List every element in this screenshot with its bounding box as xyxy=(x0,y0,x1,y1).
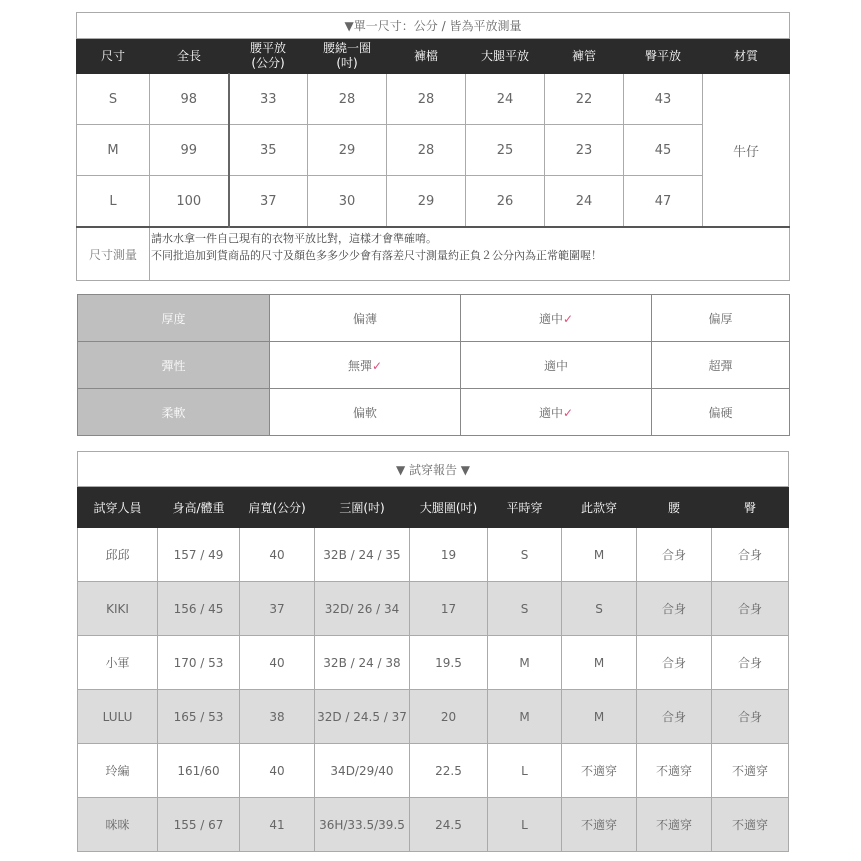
header-hip-fit: 臀 xyxy=(712,487,789,528)
fabric-option-label: 適中 xyxy=(543,358,568,373)
material-cell: 牛仔 xyxy=(703,74,790,228)
header-usual-size: 平時穿 xyxy=(488,487,562,528)
thigh-cell: 24 xyxy=(466,74,545,125)
body-measurements-cell: 32D/ 26 / 34 xyxy=(315,582,410,636)
fabric-option-label: 偏軟 xyxy=(352,405,377,420)
fit-report-row xyxy=(78,744,789,798)
crotch-cell: 29 xyxy=(387,176,466,228)
fabric-option xyxy=(652,389,790,436)
this-size-cell: S xyxy=(562,582,637,636)
hip-fit-cell: 合身 xyxy=(712,528,789,582)
usual-size-cell: L xyxy=(488,798,562,852)
measure-note-label: 尺寸測量 xyxy=(77,227,150,281)
header-thigh-circ: 大腿圍(吋) xyxy=(410,487,488,528)
header-waist-round xyxy=(308,39,387,74)
body-measurements-cell: 32D / 24.5 / 37 xyxy=(315,690,410,744)
header-waist-fit: 腰 xyxy=(637,487,712,528)
hip-cell: 45 xyxy=(624,125,703,176)
body-measurements-cell: 32B / 24 / 35 xyxy=(315,528,410,582)
fabric-option-label: 適中 xyxy=(538,405,563,420)
hem-cell: 23 xyxy=(545,125,624,176)
fabric-option-label: 偏薄 xyxy=(352,311,377,326)
hip-fit-cell: 不適穿 xyxy=(712,744,789,798)
fabric-option xyxy=(270,342,461,389)
fabric-row xyxy=(78,295,790,342)
size-row-m xyxy=(77,125,790,176)
header-shoulder: 肩寬(公分) xyxy=(240,487,315,528)
fabric-option xyxy=(652,342,790,389)
header-hip: 臀平放 xyxy=(624,39,703,74)
hip-fit-cell: 合身 xyxy=(712,636,789,690)
length-cell: 100 xyxy=(150,176,229,228)
header-hem: 褲管 xyxy=(545,39,624,74)
thigh-cell: 25 xyxy=(466,125,545,176)
fabric-option xyxy=(461,389,652,436)
thigh-cell: 26 xyxy=(466,176,545,228)
header-measurements: 三圍(吋) xyxy=(315,487,410,528)
fabric-option xyxy=(270,389,461,436)
hip-fit-cell: 合身 xyxy=(712,582,789,636)
length-cell: 98 xyxy=(150,74,229,125)
crotch-cell: 28 xyxy=(387,74,466,125)
header-material: 材質 xyxy=(703,39,790,74)
height-weight-cell: 156 / 45 xyxy=(158,582,240,636)
crotch-cell: 28 xyxy=(387,125,466,176)
header-tester: 試穿人員 xyxy=(78,487,158,528)
waist-flat-cell: 33 xyxy=(229,74,308,125)
hip-fit-cell: 不適穿 xyxy=(712,798,789,852)
header-waist-flat xyxy=(229,39,308,74)
waist-round-cell: 29 xyxy=(308,125,387,176)
tester-name-cell: KIKI xyxy=(78,582,158,636)
fit-report-caption: ▼ 試穿報告 ▼ xyxy=(78,452,789,487)
fabric-table xyxy=(77,294,790,436)
shoulder-width-cell: 41 xyxy=(240,798,315,852)
fabric-row xyxy=(78,389,790,436)
fabric-option xyxy=(461,342,652,389)
this-size-cell: M xyxy=(562,690,637,744)
height-weight-cell: 161/60 xyxy=(158,744,240,798)
waist-fit-cell: 合身 xyxy=(637,582,712,636)
size-cell: M xyxy=(77,125,150,176)
shoulder-width-cell: 40 xyxy=(240,744,315,798)
fabric-attribute-label: 厚度 xyxy=(78,295,270,342)
fabric-option xyxy=(270,295,461,342)
fabric-option xyxy=(461,295,652,342)
fabric-attribute-label: 柔軟 xyxy=(78,389,270,436)
header-waist-round-text: 腰繞一圈 (吋) xyxy=(322,41,371,70)
this-size-cell: M xyxy=(562,636,637,690)
header-size: 尺寸 xyxy=(77,39,150,74)
height-weight-cell: 165 / 53 xyxy=(158,690,240,744)
tester-name-cell: 邱邱 xyxy=(78,528,158,582)
usual-size-cell: M xyxy=(488,636,562,690)
fabric-option-label: 偏厚 xyxy=(708,311,733,326)
header-length: 全長 xyxy=(150,39,229,74)
size-row-s xyxy=(77,74,790,125)
size-table-caption: ▼單一尺寸：公分 / 皆為平放測量 xyxy=(77,13,790,39)
fit-report-row xyxy=(78,636,789,690)
thigh-circumference-cell: 22.5 xyxy=(410,744,488,798)
fabric-option-label: 偏硬 xyxy=(708,405,733,420)
fabric-option-label: 適中 xyxy=(538,311,563,326)
height-weight-cell: 170 / 53 xyxy=(158,636,240,690)
body-measurements-cell: 32B / 24 / 38 xyxy=(315,636,410,690)
hem-cell: 22 xyxy=(545,74,624,125)
shoulder-width-cell: 40 xyxy=(240,528,315,582)
body-measurements-cell: 36H/33.5/39.5 xyxy=(315,798,410,852)
measure-note-line-1: 請水水拿一件自己現有的衣物平放比對，這樣才會準確唷。 xyxy=(151,232,437,245)
this-size-cell: 不適穿 xyxy=(562,798,637,852)
fit-report-table xyxy=(77,451,789,852)
fit-report-row xyxy=(78,690,789,744)
measure-note-text xyxy=(150,227,790,281)
waist-round-cell: 30 xyxy=(308,176,387,228)
waist-round-cell: 28 xyxy=(308,74,387,125)
waist-fit-cell: 不適穿 xyxy=(637,744,712,798)
shoulder-width-cell: 37 xyxy=(240,582,315,636)
header-this-size: 此款穿 xyxy=(562,487,637,528)
usual-size-cell: S xyxy=(488,582,562,636)
thigh-circumference-cell: 19.5 xyxy=(410,636,488,690)
waist-flat-cell: 37 xyxy=(229,176,308,228)
shoulder-width-cell: 40 xyxy=(240,636,315,690)
waist-fit-cell: 不適穿 xyxy=(637,798,712,852)
thigh-circumference-cell: 17 xyxy=(410,582,488,636)
usual-size-cell: M xyxy=(488,690,562,744)
measure-note-row xyxy=(77,227,790,281)
this-size-cell: M xyxy=(562,528,637,582)
header-waist-flat-text: 腰平放 (公分) xyxy=(249,41,286,70)
waist-fit-cell: 合身 xyxy=(637,528,712,582)
fabric-option-label: 超彈 xyxy=(708,358,733,373)
shoulder-width-cell: 38 xyxy=(240,690,315,744)
waist-flat-cell: 35 xyxy=(229,125,308,176)
fabric-attribute-label: 彈性 xyxy=(78,342,270,389)
hip-cell: 47 xyxy=(624,176,703,228)
tester-name-cell: 咪咪 xyxy=(78,798,158,852)
check-mark-icon: ✓ xyxy=(371,358,383,373)
check-mark-icon: ✓ xyxy=(562,405,574,420)
usual-size-cell: S xyxy=(488,528,562,582)
fit-report-row xyxy=(78,528,789,582)
fit-report-header xyxy=(78,487,789,528)
size-cell: L xyxy=(77,176,150,228)
this-size-cell: 不適穿 xyxy=(562,744,637,798)
usual-size-cell: L xyxy=(488,744,562,798)
header-crotch: 褲檔 xyxy=(387,39,466,74)
fabric-option xyxy=(652,295,790,342)
header-height-weight: 身高/體重 xyxy=(158,487,240,528)
waist-fit-cell: 合身 xyxy=(637,690,712,744)
fit-report-row xyxy=(78,798,789,852)
height-weight-cell: 155 / 67 xyxy=(158,798,240,852)
check-mark-icon: ✓ xyxy=(562,311,574,326)
thigh-circumference-cell: 20 xyxy=(410,690,488,744)
size-table xyxy=(76,12,790,281)
tester-name-cell: 玲編 xyxy=(78,744,158,798)
size-table-header xyxy=(77,39,790,74)
hip-cell: 43 xyxy=(624,74,703,125)
measure-note-line-2: 不同批追加到貨商品的尺寸及顏色多多少少會有落差尺寸測量約正負２公分內為正常範圍喔！ xyxy=(151,249,602,262)
header-thigh: 大腿平放 xyxy=(466,39,545,74)
tester-name-cell: 小軍 xyxy=(78,636,158,690)
size-row-l xyxy=(77,176,790,228)
fabric-row xyxy=(78,342,790,389)
waist-fit-cell: 合身 xyxy=(637,636,712,690)
length-cell: 99 xyxy=(150,125,229,176)
thigh-circumference-cell: 19 xyxy=(410,528,488,582)
fit-report-row xyxy=(78,582,789,636)
tester-name-cell: LULU xyxy=(78,690,158,744)
hip-fit-cell: 合身 xyxy=(712,690,789,744)
fabric-option-label: 無彈 xyxy=(347,358,372,373)
height-weight-cell: 157 / 49 xyxy=(158,528,240,582)
size-cell: S xyxy=(77,74,150,125)
thigh-circumference-cell: 24.5 xyxy=(410,798,488,852)
hem-cell: 24 xyxy=(545,176,624,228)
body-measurements-cell: 34D/29/40 xyxy=(315,744,410,798)
